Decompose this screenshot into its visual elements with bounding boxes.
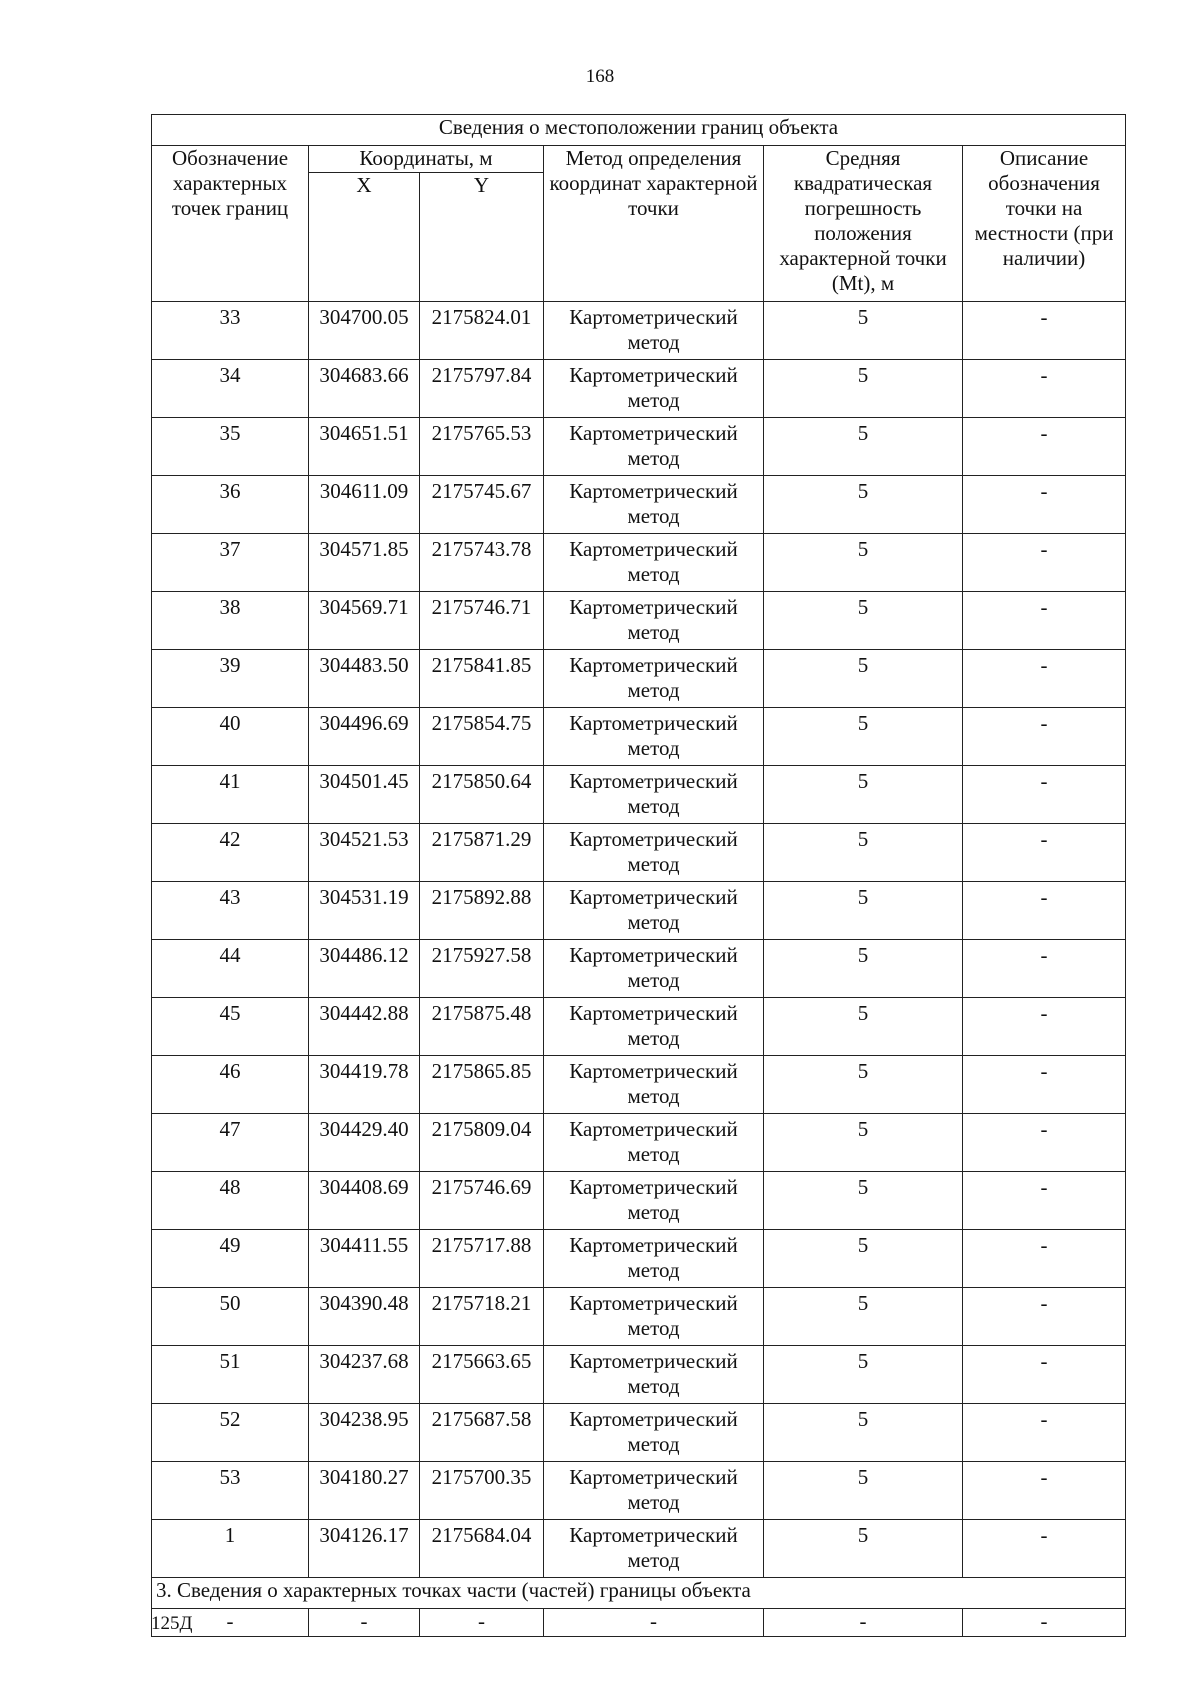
- cell-y: 2175717.88: [420, 1230, 544, 1288]
- cell-x: 304419.78: [309, 1056, 420, 1114]
- cell-point: 41: [152, 766, 309, 824]
- cell-method: Картометрический метод: [544, 1056, 764, 1114]
- table-row: [152, 302, 1126, 360]
- table-row: [152, 1462, 1126, 1520]
- cell-method: Картометрический метод: [544, 1288, 764, 1346]
- cell-description: -: [963, 302, 1126, 360]
- cell-error: 5: [764, 592, 963, 650]
- cell-description: -: [963, 1346, 1126, 1404]
- cell-x: 304486.12: [309, 940, 420, 998]
- table-caption-row: [152, 115, 1126, 146]
- cell-method: Картометрический метод: [544, 1230, 764, 1288]
- cell-description: -: [963, 534, 1126, 592]
- cell-description: -: [963, 824, 1126, 882]
- table-row: [152, 708, 1126, 766]
- cell-error: 5: [764, 650, 963, 708]
- cell-error: 5: [764, 1520, 963, 1578]
- section-3-empty-row: [152, 1609, 1126, 1637]
- cell-error: 5: [764, 302, 963, 360]
- table-row: [152, 1114, 1126, 1172]
- cell-y: 2175684.04: [420, 1520, 544, 1578]
- cell-method: Картометрический метод: [544, 476, 764, 534]
- cell-point: 49: [152, 1230, 309, 1288]
- table-row: [152, 940, 1126, 998]
- cell-x: 304683.66: [309, 360, 420, 418]
- table-row: [152, 1346, 1126, 1404]
- cell-description: -: [963, 708, 1126, 766]
- cell-description: -: [963, 1288, 1126, 1346]
- empty-cell: -: [152, 1609, 309, 1637]
- cell-x: 304483.50: [309, 650, 420, 708]
- cell-x: 304408.69: [309, 1172, 420, 1230]
- cell-error: 5: [764, 766, 963, 824]
- header-designation: Обозначение характерных точек границ: [152, 146, 309, 302]
- table-row: [152, 824, 1126, 882]
- cell-y: 2175687.58: [420, 1404, 544, 1462]
- cell-point: 50: [152, 1288, 309, 1346]
- table-row: [152, 592, 1126, 650]
- cell-point: 42: [152, 824, 309, 882]
- cell-method: Картометрический метод: [544, 534, 764, 592]
- cell-description: -: [963, 766, 1126, 824]
- cell-point: 48: [152, 1172, 309, 1230]
- empty-cell: -: [309, 1609, 420, 1637]
- cell-y: 2175865.85: [420, 1056, 544, 1114]
- cell-description: -: [963, 940, 1126, 998]
- footer-code: 125Д: [151, 1613, 193, 1634]
- cell-y: 2175746.69: [420, 1172, 544, 1230]
- cell-y: 2175927.58: [420, 940, 544, 998]
- cell-description: -: [963, 1114, 1126, 1172]
- header-y: Y: [420, 173, 544, 302]
- table-row: [152, 1520, 1126, 1578]
- cell-point: 38: [152, 592, 309, 650]
- cell-description: -: [963, 650, 1126, 708]
- cell-error: 5: [764, 1056, 963, 1114]
- cell-y: 2175809.04: [420, 1114, 544, 1172]
- cell-x: 304429.40: [309, 1114, 420, 1172]
- cell-error: 5: [764, 534, 963, 592]
- cell-y: 2175663.65: [420, 1346, 544, 1404]
- cell-y: 2175850.64: [420, 766, 544, 824]
- cell-method: Картометрический метод: [544, 302, 764, 360]
- cell-error: 5: [764, 360, 963, 418]
- table-row: [152, 650, 1126, 708]
- cell-x: 304411.55: [309, 1230, 420, 1288]
- cell-description: -: [963, 360, 1126, 418]
- table-row: [152, 766, 1126, 824]
- cell-point: 33: [152, 302, 309, 360]
- empty-cell: -: [963, 1609, 1126, 1637]
- cell-y: 2175746.71: [420, 592, 544, 650]
- boundary-points-table: [151, 114, 1126, 1637]
- cell-point: 43: [152, 882, 309, 940]
- cell-point: 51: [152, 1346, 309, 1404]
- table-body: [152, 115, 1126, 1637]
- cell-description: -: [963, 882, 1126, 940]
- cell-point: 37: [152, 534, 309, 592]
- cell-error: 5: [764, 476, 963, 534]
- header-error: Средняя квадратическая погрешность положения характерной точки (Mt), м: [764, 146, 963, 302]
- cell-description: -: [963, 1404, 1126, 1462]
- table-row: [152, 360, 1126, 418]
- cell-description: -: [963, 998, 1126, 1056]
- cell-method: Картометрический метод: [544, 940, 764, 998]
- cell-error: 5: [764, 998, 963, 1056]
- cell-method: Картометрический метод: [544, 360, 764, 418]
- cell-method: Картометрический метод: [544, 824, 764, 882]
- cell-point: 53: [152, 1462, 309, 1520]
- cell-method: Картометрический метод: [544, 1520, 764, 1578]
- cell-x: 304531.19: [309, 882, 420, 940]
- cell-description: -: [963, 1462, 1126, 1520]
- cell-y: 2175875.48: [420, 998, 544, 1056]
- cell-y: 2175841.85: [420, 650, 544, 708]
- empty-cell: -: [544, 1609, 764, 1637]
- header-coordinates: Координаты, м: [309, 146, 544, 173]
- cell-x: 304521.53: [309, 824, 420, 882]
- cell-point: 35: [152, 418, 309, 476]
- cell-point: 36: [152, 476, 309, 534]
- cell-description: -: [963, 592, 1126, 650]
- cell-x: 304651.51: [309, 418, 420, 476]
- cell-description: -: [963, 1230, 1126, 1288]
- cell-error: 5: [764, 1230, 963, 1288]
- cell-error: 5: [764, 1172, 963, 1230]
- cell-method: Картометрический метод: [544, 592, 764, 650]
- cell-method: Картометрический метод: [544, 1346, 764, 1404]
- table-row: [152, 1288, 1126, 1346]
- cell-y: 2175718.21: [420, 1288, 544, 1346]
- cell-x: 304442.88: [309, 998, 420, 1056]
- cell-y: 2175700.35: [420, 1462, 544, 1520]
- cell-description: -: [963, 476, 1126, 534]
- cell-x: 304390.48: [309, 1288, 420, 1346]
- cell-error: 5: [764, 708, 963, 766]
- cell-point: 46: [152, 1056, 309, 1114]
- cell-error: 5: [764, 1114, 963, 1172]
- cell-point: 52: [152, 1404, 309, 1462]
- table-row: [152, 1056, 1126, 1114]
- empty-cell: -: [764, 1609, 963, 1637]
- cell-x: 304238.95: [309, 1404, 420, 1462]
- cell-y: 2175854.75: [420, 708, 544, 766]
- cell-error: 5: [764, 824, 963, 882]
- cell-method: Картометрический метод: [544, 882, 764, 940]
- cell-error: 5: [764, 1462, 963, 1520]
- cell-x: 304569.71: [309, 592, 420, 650]
- cell-method: Картометрический метод: [544, 418, 764, 476]
- cell-method: Картометрический метод: [544, 1462, 764, 1520]
- cell-point: 40: [152, 708, 309, 766]
- cell-y: 2175743.78: [420, 534, 544, 592]
- cell-method: Картометрический метод: [544, 708, 764, 766]
- cell-x: 304496.69: [309, 708, 420, 766]
- header-x: X: [309, 173, 420, 302]
- cell-method: Картометрический метод: [544, 1404, 764, 1462]
- cell-x: 304611.09: [309, 476, 420, 534]
- cell-x: 304700.05: [309, 302, 420, 360]
- cell-y: 2175892.88: [420, 882, 544, 940]
- cell-point: 47: [152, 1114, 309, 1172]
- header-method: Метод определения координат характерной точки: [544, 146, 764, 302]
- cell-y: 2175765.53: [420, 418, 544, 476]
- section-3-row: [152, 1578, 1126, 1609]
- table-row: [152, 1404, 1126, 1462]
- table-row: [152, 418, 1126, 476]
- cell-x: 304237.68: [309, 1346, 420, 1404]
- cell-y: 2175797.84: [420, 360, 544, 418]
- cell-x: 304571.85: [309, 534, 420, 592]
- table-row: [152, 998, 1126, 1056]
- page-number: 168: [585, 66, 615, 87]
- cell-point: 44: [152, 940, 309, 998]
- cell-x: 304180.27: [309, 1462, 420, 1520]
- table-row: [152, 1230, 1126, 1288]
- cell-method: Картометрический метод: [544, 766, 764, 824]
- cell-error: 5: [764, 940, 963, 998]
- table-row: [152, 1172, 1126, 1230]
- cell-method: Картометрический метод: [544, 998, 764, 1056]
- table-row: [152, 476, 1126, 534]
- empty-cell: -: [420, 1609, 544, 1637]
- cell-error: 5: [764, 418, 963, 476]
- cell-error: 5: [764, 1404, 963, 1462]
- cell-point: 34: [152, 360, 309, 418]
- cell-x: 304126.17: [309, 1520, 420, 1578]
- cell-description: -: [963, 1172, 1126, 1230]
- cell-y: 2175745.67: [420, 476, 544, 534]
- cell-error: 5: [764, 882, 963, 940]
- cell-description: -: [963, 1520, 1126, 1578]
- cell-point: 39: [152, 650, 309, 708]
- cell-x: 304501.45: [309, 766, 420, 824]
- cell-description: -: [963, 418, 1126, 476]
- table-row: [152, 534, 1126, 592]
- cell-point: 45: [152, 998, 309, 1056]
- header-row-1: [152, 146, 1126, 173]
- cell-y: 2175824.01: [420, 302, 544, 360]
- cell-method: Картометрический метод: [544, 1172, 764, 1230]
- cell-method: Картометрический метод: [544, 650, 764, 708]
- table-caption: Сведения о местоположении границ объекта: [152, 115, 1126, 146]
- section-3-title: 3. Сведения о характерных точках части (частей) границы объекта: [152, 1578, 1126, 1609]
- cell-point: 1: [152, 1520, 309, 1578]
- cell-y: 2175871.29: [420, 824, 544, 882]
- cell-method: Картометрический метод: [544, 1114, 764, 1172]
- cell-error: 5: [764, 1288, 963, 1346]
- cell-description: -: [963, 1056, 1126, 1114]
- table-row: [152, 882, 1126, 940]
- header-description: Описание обозначения точки на местности (при наличии): [963, 146, 1126, 302]
- cell-error: 5: [764, 1346, 963, 1404]
